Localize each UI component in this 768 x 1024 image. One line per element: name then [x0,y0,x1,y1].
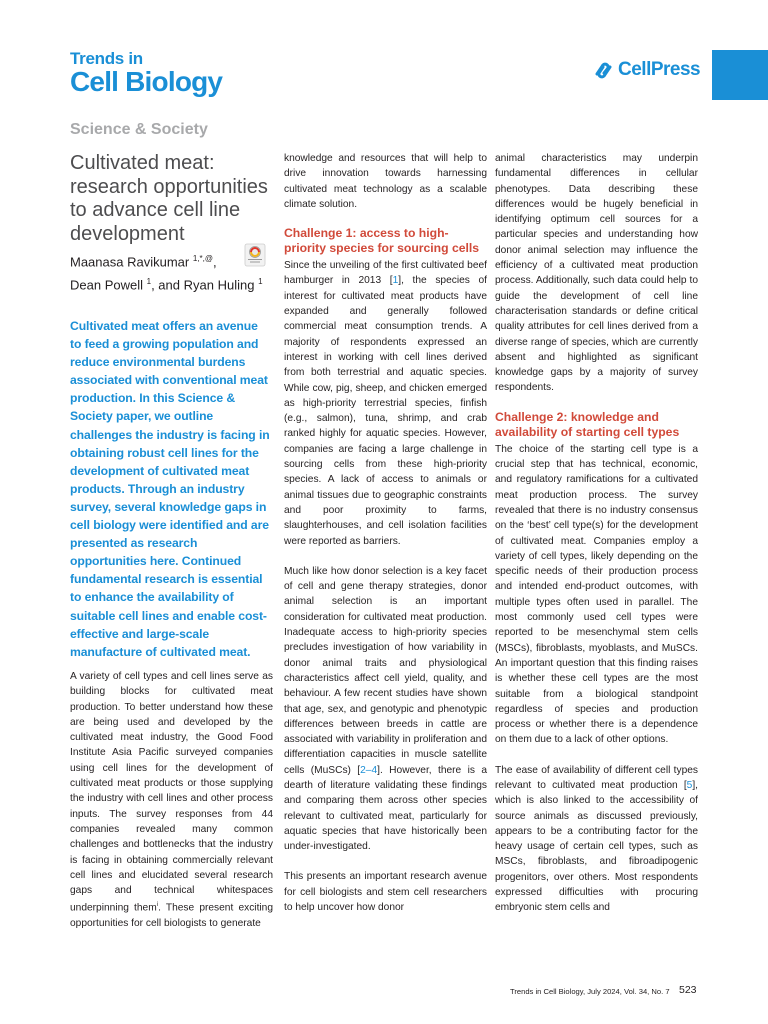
body-paragraph: A variety of cell types and cell lines serve as building blocks for cultivated meat production. To better understand how these are being used and developed by the cultivated meat industry, the Good Food Institute Asia Pacific surveyed companies using cell lines for the development of cultivated meat products or those supplying the industry with cell lines and other process inputs. The survey responses from 44 companies revealed many common challenges and bottlenecks that the industry is facing in obtaining commercially relevant cell lines and elucidated several research gaps and technical whitespaces underpinning them$^i$. These present exciting opportunities for cell biologists to generate [70,671,273,930]
cellpress-logo-icon [594,61,614,79]
crossmark-icon[interactable] [244,243,266,267]
section-label: Science & Society [70,121,208,138]
body-column-2 [284,151,487,915]
body-column-1 [70,669,273,931]
body-column-3 [495,151,698,916]
author-affiliation[interactable]: 1 [146,277,152,287]
footnote-marker[interactable]: i [156,902,159,909]
reference-link[interactable]: 2–4 [360,764,378,776]
publisher-name: CellPress [618,59,701,80]
page-number: 523 [679,984,697,996]
footer-citation: Trends in Cell Biology, July 2024, Vol. 34, No. 7 [510,987,670,996]
reference-link[interactable]: 1 [392,275,399,287]
author-affiliation[interactable]: 1 [258,277,263,287]
body-paragraph: This presents an important research avenue for cell biologists and stem cell researchers to help uncover how donor [284,871,487,914]
author-affiliation[interactable]: 1,*,@ [192,254,213,263]
body-paragraph: knowledge and resources that will help to drive innovation towards harnessing cultivated meat technology as a scalable climate solution. [284,153,487,210]
reference-link[interactable]: 5 [686,779,693,791]
publisher-logo[interactable] [594,59,700,81]
journal-name: Cell Biology [70,66,223,97]
journal-prefix: Trends in [70,49,143,68]
author-name[interactable]: Dean Powell [70,277,143,293]
author-separator: , [212,254,217,270]
body-paragraph: Much like how donor selection is a key facet of cell and gene therapy strategies, donor animal selection is an important consideration for cultivated meat production. Inadequate access to high-priority species precludes investigation of how variability in donor animal traits and physiological characteristics affect cell yield, quality, and behaviour. A few recent studies have shown that age, sex, and genotypic and phenotypic differences between breeds in cattle are associated with variability in proliferation and differentiation capacities in muscle satellite cells (MuSCs) [2–4]. However, there is a dearth of literature validating these findings and comparing them across other species relevant to cultivated meat, particularly for aquatic species that have historically been under-investigated. [284,565,487,853]
section-heading: Challenge 1: access to high-priority species for sourcing cells [284,226,480,256]
author-name[interactable]: Ryan Huling [183,277,255,293]
article-title: Cultivated meat: research opportunities to advance cell line development [70,152,268,245]
author-separator: , and [151,277,180,293]
corner-tab [712,50,768,100]
body-paragraph: Since the unveiling of the first cultivated beef hamburger in 2013 [1], the species of interest for cultivated meat products have expanded and generally followed commercial meat consumption trends. A majority of respondents expressed an interest in working with cell lines derived from both terrestrial and aquatic species. While cow, pig, sheep, and chicken emerged as high-priority terrestrial species, finfish (e.g., salmon), tuna, shrimp, and crab ranked highly for aquatic species. However, companies are facing a large challenge in sourcing cells from these high-priority species. A lack of access to animals or animal tissues due to geographic constraints and poor proximity to farms, slaughterhouses, and cell isolation facilities were reported as barriers. [284,260,487,547]
body-paragraph: animal characteristics may underpin fundamental differences in cellular phenotypes. Data describing these differences would be hugely beneficial in identifying optimum cell sources for a particular species and understanding how donor animal selection may influence the efficiency of a cultivated meat production process. Additionally, such data could help to guide the development of cell line characterisation standards or define critical quality attributes for cell lines derived from a diverse range of species, which are currently absent and highlighted as significant knowledge gaps by a majority of survey respondents. [495,153,698,394]
section-heading: Challenge 2: knowledge and availability of starting cell types [495,409,680,439]
body-paragraph: The ease of availability of different cell types relevant to cultivated meat production [5], which is also linked to the accessibility of source animals as discussed previously, appears to be a contributing factor for the heavy usage of certain cell types, such as MSCs, fibroblasts, and fibroadipogenic progenitors, over others. Most respondents expressed difficulties with procuring embryonic stem cells and [495,764,698,914]
body-paragraph: The choice of the starting cell type is a crucial step that has technical, economic, and regulatory ramifications for a cultivated meat production process. The survey revealed that there is no industry consensus on the ‘best’ cell type(s) for the development of cultivated meat. Companies employ a variety of cell types, likely depending on the specific needs of their production process and intended end-product outcomes, with multiple types often used in parallel. The most commonly used cell types were reported to be mesenchymal stem cells (MSCs), fibroblasts, myoblasts, and MuSCs. An important question that this finding raises is whether these cell types are the most suitable from a biological standpoint regardless of species and production process or whether there is a dependence on them due to a lack of other options. [495,443,698,746]
author-name[interactable]: Maanasa Ravikumar [70,254,190,270]
abstract: Cultivated meat offers an avenue to feed a growing population and reduce environmental burdens associated with conventional meat production. In this Science & Society paper, we outline challenges the industry is facing in obtaining robust cell lines for the development of cultivated meat products. Through an industry survey, several knowledge gaps in cell biology were identified and are presented as research opportunities here. Continued fundamental research is essential to enhance the availability of suitable cell lines and enable cost-effective and large-scale manufacture of cultivated meat. [70,319,270,659]
